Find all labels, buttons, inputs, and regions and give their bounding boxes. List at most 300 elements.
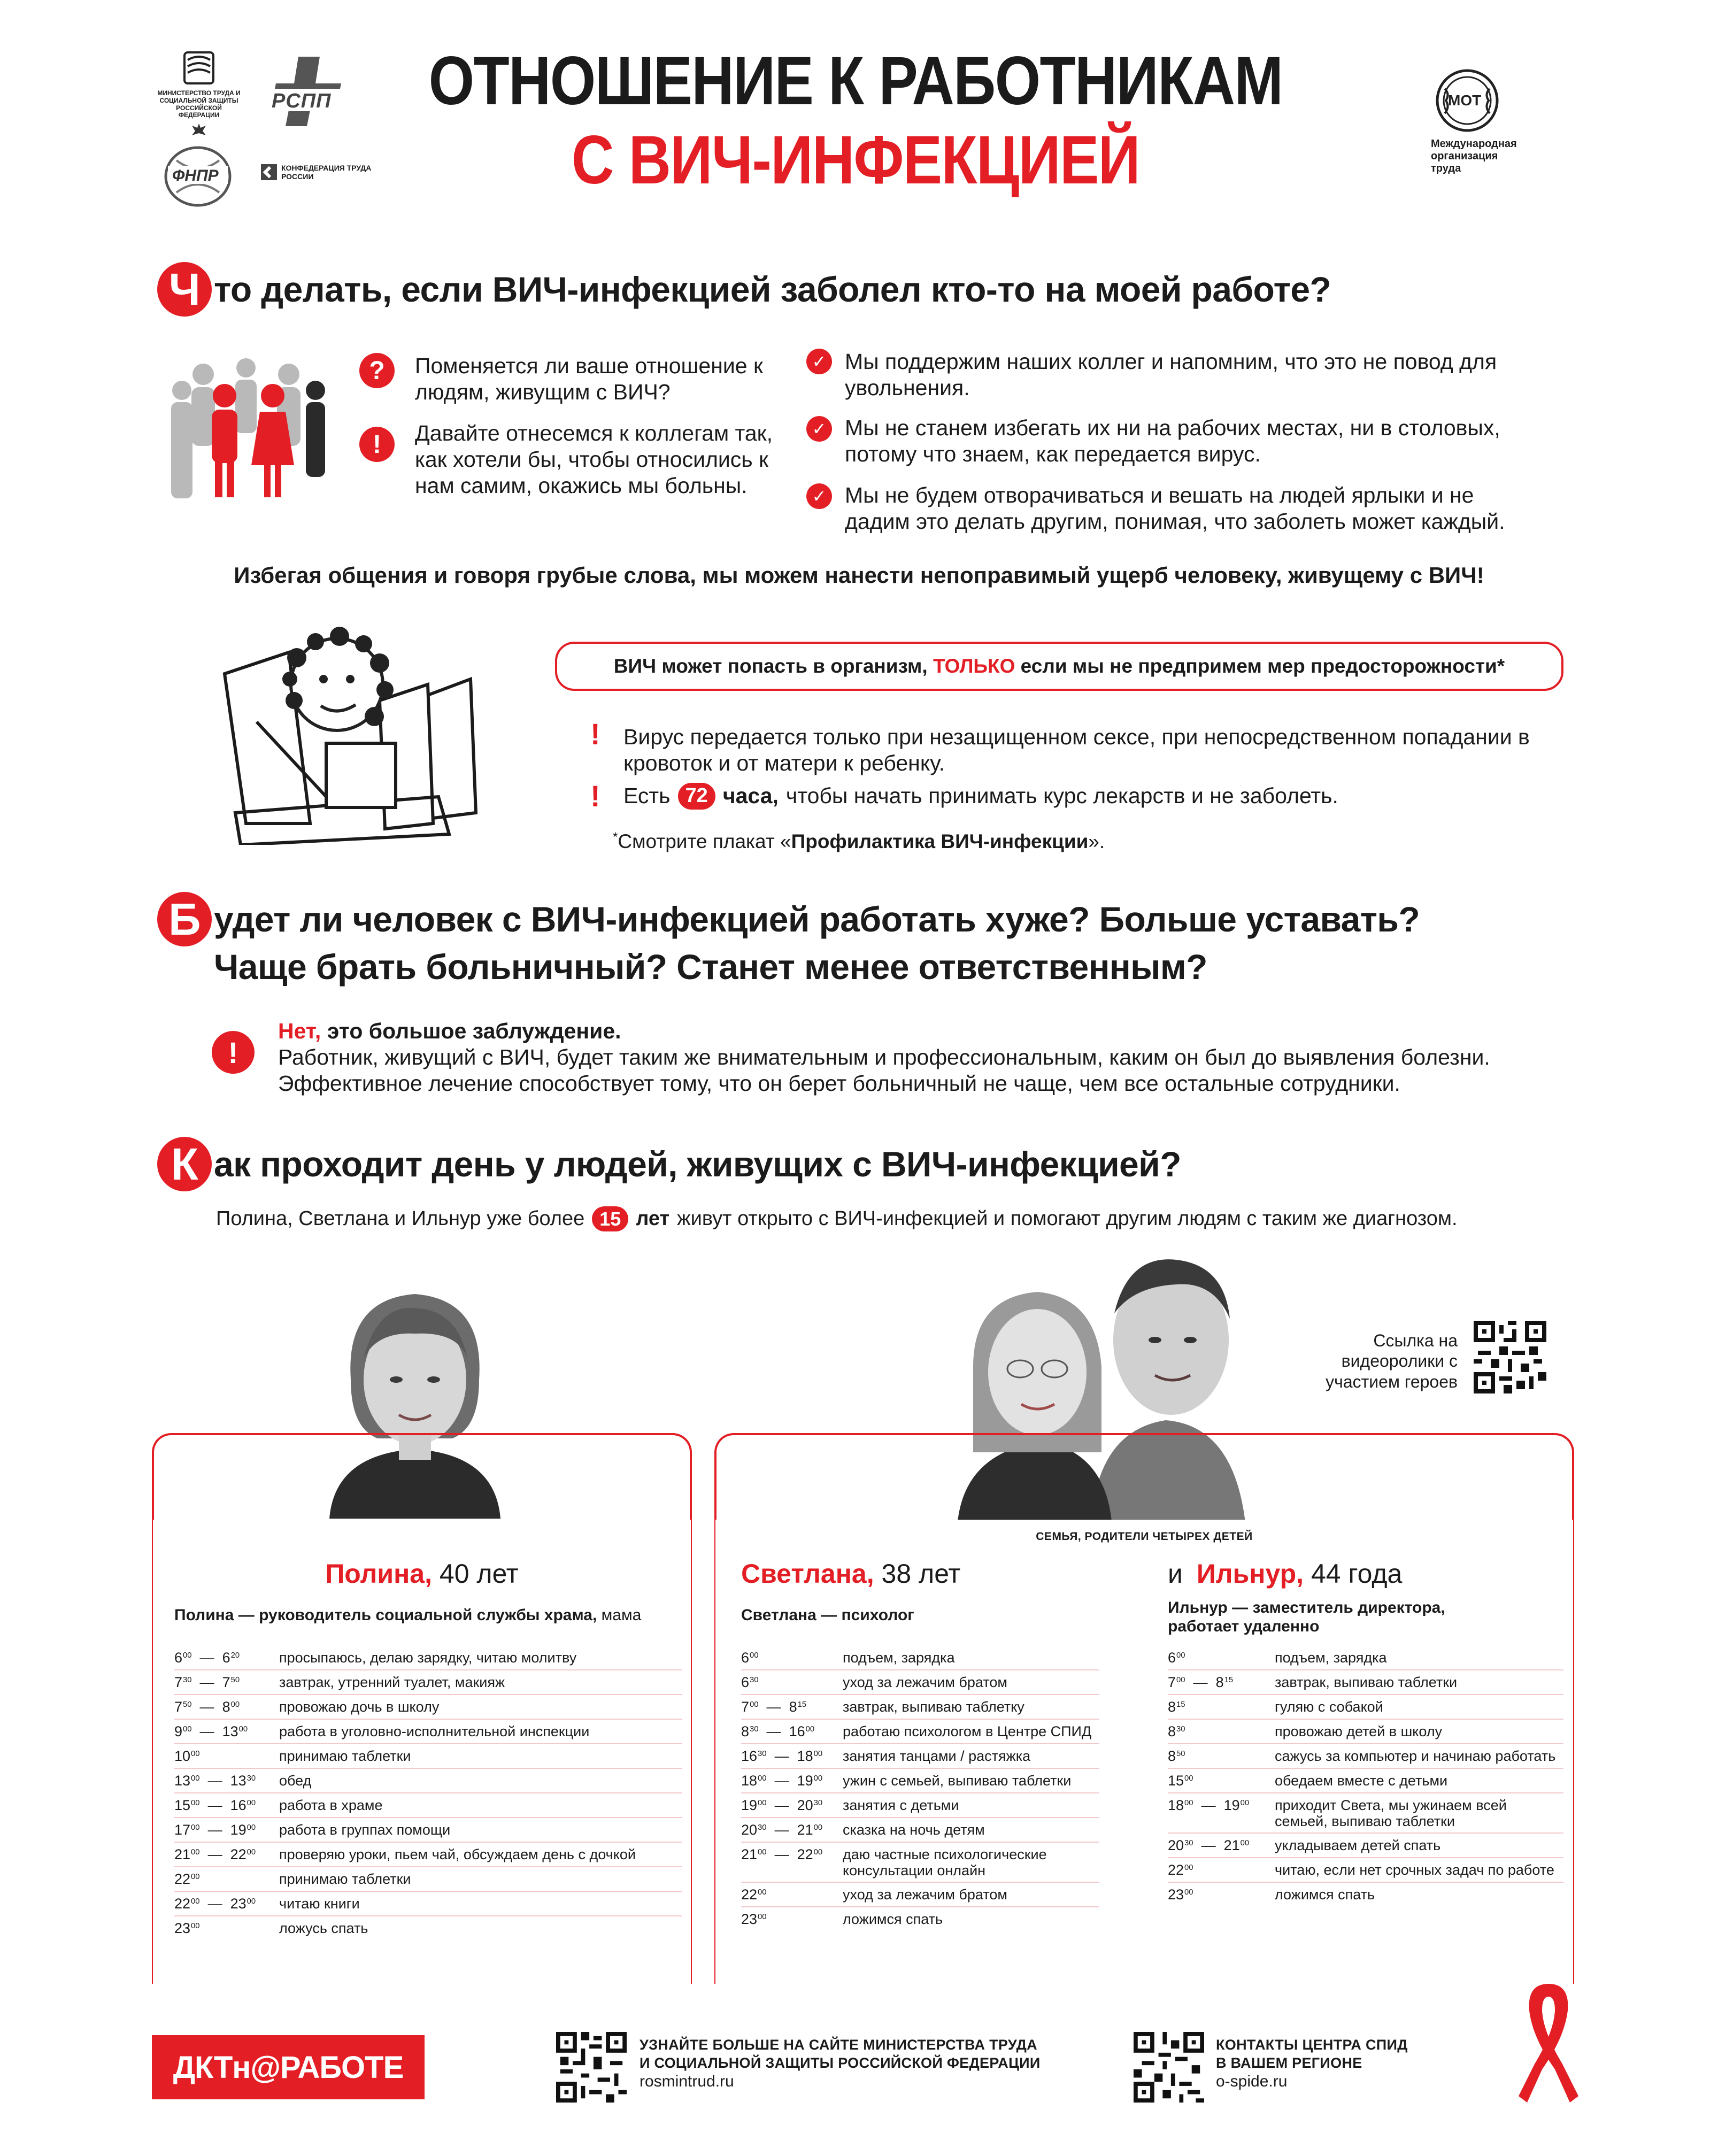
schedule-activity: обед xyxy=(279,1773,312,1789)
check-icon: ✓ xyxy=(806,349,832,374)
schedule-activity: завтрак, утренний туалет, макияж xyxy=(279,1674,505,1690)
schedule-hour-end: 16 xyxy=(789,1723,805,1739)
schedule-minute-end: 00 xyxy=(813,1774,823,1783)
logo-rspp-text: РСПП xyxy=(272,90,332,112)
schedule-hour-start: 22 xyxy=(174,1871,191,1887)
prevention-note-asterisk: * xyxy=(613,830,618,844)
ilnur-role: Ильнур — заместитель директора, работает удаленно xyxy=(1168,1599,1445,1635)
prevention-pill-before: ВИЧ может попасть в организм, xyxy=(613,655,933,677)
schedule-minute-start: 00 xyxy=(1184,1864,1193,1872)
prevention-pill-after: если мы не предпримем мер предосторожности* xyxy=(1015,655,1505,677)
schedule-divider xyxy=(1168,1857,1563,1858)
schedule-activity: принимаю таблетки xyxy=(279,1748,411,1764)
schedule-dash: — xyxy=(199,1896,230,1912)
schedule-hour-start: 7 xyxy=(1168,1674,1176,1690)
schedule-time xyxy=(174,1675,279,1691)
schedule-activity: работа в уголовно-исполнительной инспекции xyxy=(279,1723,590,1739)
schedule-minute-start: 30 xyxy=(1176,1725,1185,1734)
schedule-minute-start: 00 xyxy=(758,1913,767,1921)
schedule-minute-end: 15 xyxy=(1224,1676,1234,1684)
schedule-time xyxy=(1168,1650,1275,1666)
logo-ilo xyxy=(1431,67,1516,175)
check-icon: ✓ xyxy=(806,483,832,509)
schedule-hour-end: 22 xyxy=(797,1846,813,1862)
logo-mintrud-text: МИНИСТЕРСТВО ТРУДА И СОЦИАЛЬНОЙ ЗАЩИТЫ РОССИЙСКОЙ ФЕДЕРАЦИИ xyxy=(157,89,241,119)
schedule-row xyxy=(741,1724,1099,1740)
schedule-dash: — xyxy=(766,1748,797,1764)
schedule-minute-end: 30 xyxy=(813,1799,823,1807)
section2-answer xyxy=(278,1018,1588,1097)
schedule-hour-start: 7 xyxy=(741,1699,750,1715)
video-qr-code[interactable] xyxy=(1474,1321,1546,1393)
schedule-time xyxy=(1168,1862,1275,1878)
schedule-minute-start: 30 xyxy=(750,1725,759,1734)
schedule-time xyxy=(1168,1838,1275,1854)
schedule-hour-end: 8 xyxy=(222,1699,230,1715)
schedule-time xyxy=(174,1650,279,1666)
schedule-activity: принимаю таблетки xyxy=(279,1871,411,1887)
schedule-minute-start: 00 xyxy=(758,1799,767,1807)
schedule-activity: подъем, зарядка xyxy=(843,1650,955,1666)
schedule-minute-end: 20 xyxy=(230,1651,240,1660)
schedule-dash: — xyxy=(766,1797,797,1813)
schedule-minute-start: 00 xyxy=(1184,1888,1193,1897)
schedule-time xyxy=(174,1699,279,1715)
section2-heading-line2: Чаще брать больничный? Станет менее ответственным? xyxy=(214,947,1207,987)
schedule-row xyxy=(174,1749,682,1765)
section1-check-1: Мы поддержим наших коллег и напомним, что это не повод для увольнения. xyxy=(845,349,1497,401)
schedule-hour-end: 13 xyxy=(222,1723,238,1739)
schedule-activity: работа в храме xyxy=(279,1797,383,1813)
years-badge: 15 xyxy=(592,1206,628,1231)
schedule-divider xyxy=(174,1719,682,1720)
schedule-row xyxy=(1168,1699,1563,1715)
svetlana-age: 38 лет xyxy=(881,1559,961,1589)
schedule-divider xyxy=(741,1792,1099,1793)
check-icon: ✓ xyxy=(806,416,832,442)
schedule-row xyxy=(174,1847,682,1863)
schedule-hour-start: 15 xyxy=(174,1797,191,1813)
svetlana-schedule xyxy=(741,1650,1099,1971)
schedule-hour-start: 20 xyxy=(741,1822,758,1838)
schedule-divider xyxy=(1168,1882,1563,1883)
mintrud-footer-text xyxy=(640,2036,1057,2091)
prevention-point-2 xyxy=(623,783,1543,810)
schedule-time xyxy=(741,1822,843,1838)
schedule-minute-end: 00 xyxy=(246,1799,256,1807)
ilnur-schedule xyxy=(1168,1650,1563,1971)
schedule-minute-start: 00 xyxy=(758,1774,767,1783)
schedule-minute-end: 00 xyxy=(238,1725,248,1734)
schedule-row xyxy=(1168,1862,1563,1878)
schedule-divider xyxy=(174,1768,682,1769)
section1-question: Поменяется ли ваше отношение к людям, живущим с ВИЧ? xyxy=(415,353,763,405)
schedule-row xyxy=(741,1798,1099,1814)
section3-intro-before: Полина, Светлана и Ильнур уже более xyxy=(216,1207,585,1230)
schedule-divider xyxy=(174,1743,682,1744)
schedule-minute-start: 00 xyxy=(1184,1774,1193,1783)
schedule-dash: — xyxy=(191,1699,222,1715)
schedule-activity: читаю книги xyxy=(279,1896,360,1912)
schedule-hour-end: 7 xyxy=(222,1674,230,1690)
schedule-activity: работаю психологом в Центре СПИД xyxy=(843,1723,1092,1739)
schedule-dash: — xyxy=(199,1822,230,1838)
section2-answer-line1 xyxy=(278,1018,1588,1044)
logo-rspp xyxy=(266,51,352,132)
exclaim-bubble-icon: ! xyxy=(212,1031,255,1074)
section3-drop-cap: К xyxy=(157,1137,212,1191)
schedule-dash: — xyxy=(766,1846,797,1862)
people-group-illustration xyxy=(166,358,332,503)
schedule-hour-end: 8 xyxy=(1215,1674,1224,1690)
schedule-hour-start: 23 xyxy=(1168,1886,1184,1903)
schedule-hour-end: 19 xyxy=(1223,1797,1240,1813)
schedule-activity: даю частные психологические консультации онлайн xyxy=(843,1846,1047,1878)
schedule-time xyxy=(174,1822,279,1838)
prevention-pill-highlight: ТОЛЬКО xyxy=(933,655,1015,677)
schedule-hour-end: 13 xyxy=(230,1773,246,1789)
schedule-divider xyxy=(1168,1832,1563,1834)
section2-answer-line2: Работник, живущий с ВИЧ, будет таким же внимательным и профессиональным, каким он был до выявления болезни. xyxy=(278,1045,1490,1070)
schedule-dash: — xyxy=(191,1650,222,1666)
mintrud-footer-line1: УЗНАЙТЕ БОЛЬШЕ НА САЙТЕ МИНИСТЕРСТВА ТРУДА xyxy=(640,2037,1037,2053)
coat-of-arms-icon xyxy=(180,49,218,87)
section3-heading xyxy=(157,1137,1181,1191)
section3-heading-text: ак проходит день у людей, живущих с ВИЧ-инфекцией? xyxy=(214,1144,1181,1184)
spid-qr-code[interactable] xyxy=(1134,2032,1204,2103)
schedule-minute-start: 00 xyxy=(191,1848,200,1857)
schedule-time xyxy=(741,1887,843,1903)
prevention-point-2-after: чтобы начать принимать курс лекарств и не заболеть. xyxy=(785,783,1338,808)
schedule-divider xyxy=(741,1719,1099,1720)
schedule-row xyxy=(741,1650,1099,1666)
schedule-activity: ужин с семьей, выпиваю таблетки xyxy=(843,1773,1072,1789)
schedule-divider xyxy=(174,1866,682,1867)
prevention-pill xyxy=(555,642,1563,691)
schedule-hour-start: 9 xyxy=(174,1723,183,1739)
schedule-hour-start: 22 xyxy=(741,1886,758,1903)
schedule-time xyxy=(174,1921,279,1937)
schedule-row xyxy=(174,1699,682,1715)
schedule-activity: проверяю уроки, пьем чай, обсуждаем день с дочкой xyxy=(279,1846,636,1862)
schedule-divider xyxy=(1168,1669,1563,1670)
schedule-divider xyxy=(174,1792,682,1793)
schedule-minute-start: 00 xyxy=(191,1873,200,1881)
section2-heading xyxy=(157,892,1420,946)
schedule-dash: — xyxy=(758,1699,789,1715)
schedule-hour-start: 20 xyxy=(1168,1837,1184,1853)
question-bubble-icon: ? xyxy=(359,353,395,388)
schedule-dash: — xyxy=(758,1723,789,1739)
section1-check-3: Мы не будем отворачиваться и вешать на людей ярлыки и не дадим это делать другим, понимая, что заболеть может каждый. xyxy=(845,483,1505,534)
schedule-divider xyxy=(741,1694,1099,1695)
prevention-note-after: ». xyxy=(1088,830,1105,852)
schedule-time xyxy=(1168,1798,1275,1829)
schedule-row xyxy=(1168,1838,1563,1854)
schedule-row xyxy=(174,1675,682,1691)
schedule-minute-start: 50 xyxy=(183,1700,192,1709)
polina-role-bold: Полина — руководитель социальной службы храма, xyxy=(174,1606,597,1624)
schedule-activity: ложимся спать xyxy=(843,1911,943,1927)
ilnur-name-line xyxy=(1168,1558,1402,1589)
family-and: и xyxy=(1168,1559,1183,1589)
schedule-dash: — xyxy=(1185,1674,1216,1690)
schedule-time xyxy=(741,1650,843,1666)
schedule-hour-start: 22 xyxy=(174,1896,191,1912)
section2-answer-no: Нет, xyxy=(278,1019,321,1043)
schedule-divider xyxy=(741,1817,1099,1818)
logo-ktr xyxy=(261,164,379,181)
schedule-time xyxy=(741,1749,843,1765)
schedule-minute-start: 00 xyxy=(750,1651,759,1660)
ilnur-name: Ильнур, xyxy=(1196,1559,1304,1589)
schedule-hour-end: 6 xyxy=(222,1650,230,1666)
video-link-text: Ссылка на видеоролики с участием героев xyxy=(1326,1331,1458,1391)
logo-ilo-mark: МОТ xyxy=(1448,92,1482,109)
schedule-time xyxy=(741,1724,843,1740)
mintrud-qr-code[interactable] xyxy=(556,2032,627,2103)
schedule-divider xyxy=(1168,1792,1563,1793)
schedule-hour-start: 6 xyxy=(741,1650,750,1666)
schedule-time xyxy=(741,1773,843,1789)
schedule-hour-start: 13 xyxy=(174,1773,191,1789)
schedule-dash: — xyxy=(191,1674,222,1690)
schedule-minute-start: 50 xyxy=(1176,1750,1185,1758)
schedule-divider xyxy=(174,1669,682,1670)
schedule-minute-end: 00 xyxy=(1240,1799,1250,1807)
schedule-minute-start: 00 xyxy=(191,1823,200,1832)
schedule-minute-start: 30 xyxy=(750,1676,759,1684)
schedule-time xyxy=(174,1872,279,1888)
schedule-time xyxy=(741,1699,843,1715)
schedule-row xyxy=(741,1699,1099,1715)
schedule-divider xyxy=(1168,1768,1563,1769)
schedule-minute-end: 00 xyxy=(813,1750,823,1758)
spid-link[interactable]: o-spide.ru xyxy=(1216,2072,1288,2090)
schedule-time xyxy=(174,1798,279,1814)
schedule-hour-end: 19 xyxy=(230,1822,246,1838)
schedule-minute-end: 00 xyxy=(813,1823,823,1832)
schedule-minute-end: 15 xyxy=(797,1700,807,1709)
schedule-activity: укладываем детей спать xyxy=(1275,1837,1441,1853)
section3-intro xyxy=(216,1206,1585,1231)
schedule-row xyxy=(741,1887,1099,1903)
schedule-row xyxy=(174,1921,682,1937)
schedule-minute-start: 30 xyxy=(758,1823,767,1832)
schedule-time xyxy=(174,1896,279,1912)
schedule-hour-end: 23 xyxy=(230,1896,246,1912)
schedule-activity: читаю, если нет срочных задач по работе xyxy=(1275,1862,1554,1878)
hours-badge: 72 xyxy=(678,783,715,810)
polina-role-tail: мама xyxy=(601,1606,642,1624)
schedule-activity: ложусь спать xyxy=(279,1920,368,1936)
section3-intro-after: живут открыто с ВИЧ-инфекцией и помогают другим людям с таким же диагнозом. xyxy=(677,1207,1458,1230)
schedule-divider xyxy=(741,1669,1099,1670)
mintrud-link[interactable]: rosmintrud.ru xyxy=(640,2072,734,2090)
schedule-hour-start: 7 xyxy=(174,1699,183,1715)
schedule-time xyxy=(174,1749,279,1765)
schedule-minute-start: 15 xyxy=(1176,1700,1185,1709)
schedule-row xyxy=(741,1749,1099,1765)
schedule-hour-start: 18 xyxy=(1168,1797,1184,1813)
schedule-minute-start: 00 xyxy=(183,1725,192,1734)
section2-heading-line1: удет ли человек с ВИЧ-инфекцией работать хуже? Больше уставать? xyxy=(214,899,1420,939)
logo-ktr-text: КОНФЕДЕРАЦИЯ ТРУДА РОССИИ xyxy=(281,164,372,181)
schedule-hour-end: 18 xyxy=(797,1748,813,1764)
schedule-activity: ложимся спать xyxy=(1275,1886,1375,1903)
section1-check-2: Мы не станем избегать их ни на рабочих местах, ни в столовых, потому что знаем, как передается вирус. xyxy=(845,415,1500,467)
schedule-divider xyxy=(1168,1694,1563,1695)
schedule-row xyxy=(741,1912,1099,1928)
ktr-mark-icon xyxy=(261,164,277,180)
schedule-row xyxy=(174,1896,682,1912)
schedule-minute-end: 50 xyxy=(230,1676,240,1684)
svetlana-name-line xyxy=(741,1558,960,1589)
schedule-divider xyxy=(1168,1743,1563,1744)
logo-fnpr-text: ФНПР xyxy=(172,167,219,184)
schedule-hour-start: 22 xyxy=(1168,1862,1184,1878)
schedule-hour-start: 23 xyxy=(174,1920,191,1936)
schedule-divider xyxy=(174,1915,682,1916)
schedule-dash: — xyxy=(766,1773,797,1789)
schedule-time xyxy=(741,1798,843,1814)
schedule-activity: подъем, зарядка xyxy=(1275,1650,1387,1666)
schedule-hour-start: 21 xyxy=(741,1846,758,1862)
schedule-hour-start: 8 xyxy=(741,1723,750,1739)
schedule-row xyxy=(174,1724,682,1740)
schedule-activity: провожаю детей в школу xyxy=(1275,1723,1443,1739)
schedule-hour-start: 7 xyxy=(174,1674,183,1690)
schedule-hour-start: 6 xyxy=(1168,1650,1176,1666)
prevention-note-bold: Профилактика ВИЧ-инфекции xyxy=(791,830,1089,852)
schedule-row xyxy=(741,1822,1099,1838)
schedule-row xyxy=(174,1822,682,1838)
schedule-activity: провожаю дочь в школу xyxy=(279,1699,440,1715)
schedule-activity: уход за лежачим братом xyxy=(843,1886,1007,1903)
schedule-activity: просыпаюсь, делаю зарядку, читаю молитву xyxy=(279,1650,577,1666)
schedule-minute-start: 00 xyxy=(191,1774,200,1783)
schedule-hour-start: 23 xyxy=(741,1911,758,1927)
schedule-activity: занятия танцами / растяжка xyxy=(843,1748,1031,1764)
red-ribbon-icon xyxy=(1516,1978,1581,2107)
ilnur-age: 44 года xyxy=(1311,1559,1403,1589)
schedule-divider xyxy=(741,1743,1099,1744)
schedule-row xyxy=(1168,1650,1563,1666)
spid-footer-line1: КОНТАКТЫ ЦЕНТРА СПИД xyxy=(1216,2037,1408,2053)
schedule-dash: — xyxy=(199,1773,230,1789)
svetlana-name: Светлана, xyxy=(741,1559,874,1589)
schedule-hour-end: 8 xyxy=(789,1699,797,1715)
schedule-dash: — xyxy=(1193,1797,1224,1813)
logo-ilo-text: Международная организация труда xyxy=(1431,138,1517,174)
prevention-point-1: Вирус передается только при незащищенном сексе, при непосредственном попадании в кровоток и от матери к ребенку. xyxy=(623,725,1530,776)
schedule-hour-end: 16 xyxy=(230,1797,246,1813)
schedule-minute-start: 00 xyxy=(1176,1651,1185,1660)
schedule-row xyxy=(1168,1724,1563,1740)
schedule-hour-end: 21 xyxy=(1223,1837,1240,1853)
schedule-divider xyxy=(174,1694,682,1695)
polina-schedule xyxy=(174,1650,682,1971)
schedule-row xyxy=(1168,1773,1563,1789)
dkt-badge: ДКТн@РАБОТЕ xyxy=(152,2035,425,2099)
page-title-line1: ОТНОШЕНИЕ К РАБОТНИКАМ xyxy=(428,43,1283,119)
schedule-hour-start: 8 xyxy=(1168,1699,1176,1715)
section2-answer-line3: Эффективное лечение способствует тому, что он берет больничный не чаще, чем все остальные сотрудники. xyxy=(278,1071,1400,1096)
schedule-minute-end: 00 xyxy=(246,1848,256,1857)
schedule-hour-start: 21 xyxy=(174,1846,191,1862)
prevention-point-2-before: Есть xyxy=(623,783,671,808)
schedule-minute-start: 00 xyxy=(191,1799,200,1807)
schedule-hour-end: 22 xyxy=(230,1846,246,1862)
schedule-time xyxy=(741,1847,843,1878)
schedule-dash: — xyxy=(191,1723,222,1739)
prevention-point-2-bold: часа, xyxy=(722,783,779,808)
polina-name-line xyxy=(153,1558,691,1589)
exclaim-bubble-icon: ! xyxy=(359,427,395,462)
schedule-hour-start: 15 xyxy=(1168,1773,1184,1789)
logo-fnpr xyxy=(160,144,235,209)
schedule-row xyxy=(1168,1675,1563,1691)
prevention-note-before: Смотрите плакат « xyxy=(618,830,791,852)
family-caption: СЕМЬЯ, РОДИТЕЛИ ЧЕТЫРЕХ ДЕТЕЙ xyxy=(1036,1530,1253,1543)
schedule-time xyxy=(174,1724,279,1740)
schedule-minute-end: 00 xyxy=(813,1848,823,1857)
schedule-minute-start: 00 xyxy=(758,1888,767,1897)
section1-drop-cap: Ч xyxy=(157,262,212,317)
schedule-minute-end: 00 xyxy=(805,1725,815,1734)
schedule-dash: — xyxy=(199,1797,230,1813)
exclaim-icon: ! xyxy=(590,717,600,751)
schedule-hour-start: 10 xyxy=(174,1748,191,1764)
schedule-time xyxy=(741,1675,843,1691)
schedule-minute-end: 00 xyxy=(230,1700,240,1709)
schedule-hour-start: 8 xyxy=(1168,1723,1176,1739)
schedule-minute-start: 00 xyxy=(1176,1676,1185,1684)
schedule-hour-start: 16 xyxy=(741,1748,758,1764)
schedule-time xyxy=(1168,1724,1275,1740)
schedule-time xyxy=(174,1847,279,1863)
section2-drop-cap: Б xyxy=(157,892,212,946)
schedule-activity: завтрак, выпиваю таблетки xyxy=(1275,1674,1458,1690)
schedule-time xyxy=(1168,1675,1275,1691)
schedule-activity: гуляю с собакой xyxy=(1275,1699,1383,1715)
section3-intro-bold: лет xyxy=(636,1207,670,1230)
schedule-time xyxy=(1168,1773,1275,1789)
section1-warning: Избегая общения и говоря грубые слова, мы можем нанести непоправимый ущерб человеку, живущему с ВИЧ! xyxy=(234,563,1484,588)
schedule-hour-end: 20 xyxy=(797,1797,813,1813)
section1-heading-text: то делать, если ВИЧ-инфекцией заболел кто-то на моей работе? xyxy=(214,270,1331,309)
logo-mintrud xyxy=(156,49,242,138)
schedule-row xyxy=(174,1798,682,1814)
schedule-minute-start: 00 xyxy=(183,1651,192,1660)
section1-exclaim: Давайте отнесемся к коллегам так, как хотели бы, чтобы относились к нам самим, окажись мы больны. xyxy=(415,421,773,498)
schedule-time xyxy=(1168,1749,1275,1765)
schedule-minute-start: 00 xyxy=(191,1750,200,1758)
schedule-row xyxy=(174,1872,682,1888)
schedule-divider xyxy=(174,1817,682,1818)
schedule-activity: завтрак, выпиваю таблетку xyxy=(843,1699,1024,1715)
schedule-activity: уход за лежачим братом xyxy=(843,1674,1007,1690)
schedule-row xyxy=(741,1675,1099,1691)
schedule-activity: приходит Света, мы ужинаем всей семьей, выпиваю таблетки xyxy=(1275,1797,1507,1829)
section2-answer-bold: это большое заблуждение. xyxy=(327,1019,621,1043)
schedule-divider xyxy=(741,1882,1099,1883)
polina-age: 40 лет xyxy=(439,1559,519,1589)
schedule-minute-end: 30 xyxy=(246,1774,256,1783)
eagle-icon xyxy=(190,122,208,138)
schedule-minute-end: 00 xyxy=(1240,1839,1250,1847)
schedule-hour-start: 6 xyxy=(741,1674,750,1690)
